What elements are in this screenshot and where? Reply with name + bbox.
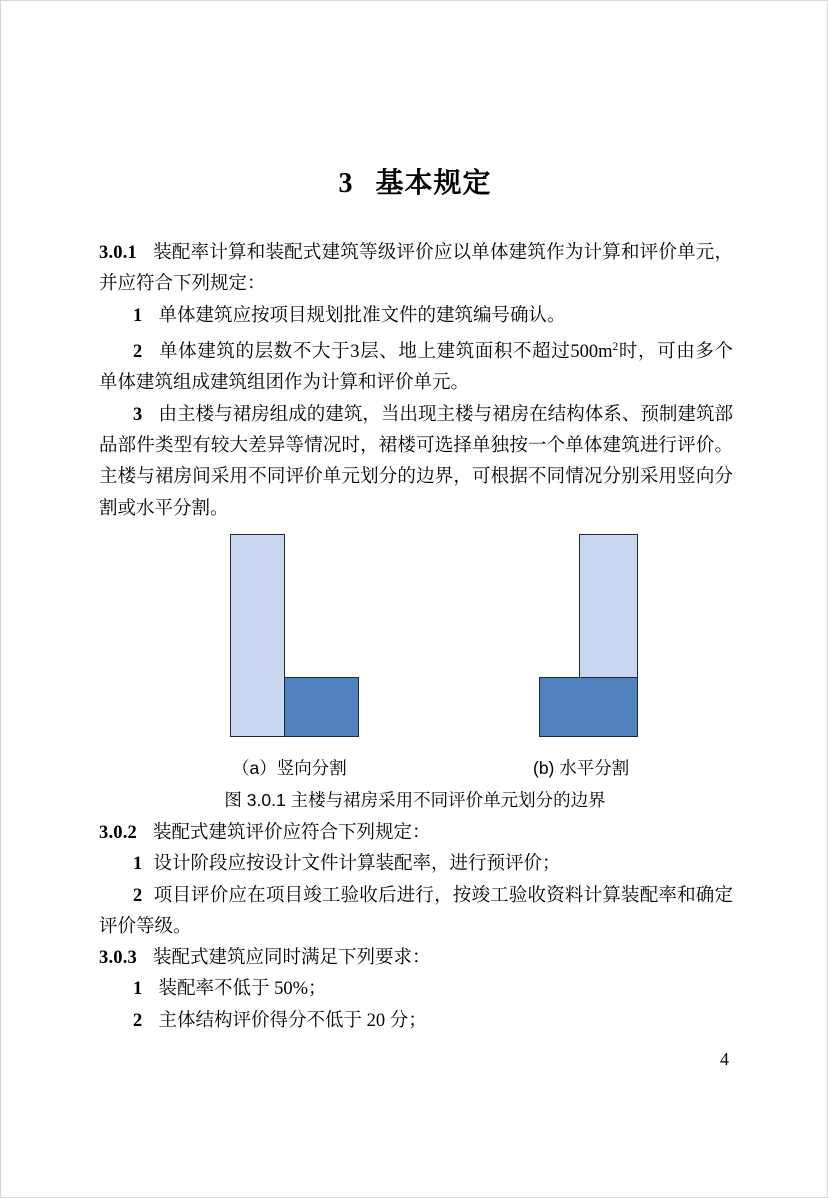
clause-text-3-0-1: 装配率计算和装配式建筑等级评价应以单体建筑作为计算和评价单元，并应符合下列规定： [99, 243, 733, 295]
clause-text-3-0-3: 装配式建筑应同时满足下列要求： [153, 948, 431, 969]
diagram-b-tower-block [579, 534, 638, 678]
paragraph-3-0-3 [99, 943, 733, 974]
page-number: 4 [720, 1049, 729, 1069]
diagram-b-podium-block [539, 677, 638, 737]
paragraph-3-0-1 [99, 238, 733, 301]
item-text-after-sup: 时，可由多个单体建筑组成建筑组团作为计算和评价单元。 [99, 342, 733, 394]
section-3-0-1 [99, 238, 733, 525]
item-marker: 1 [133, 979, 143, 1000]
clause-number-3-0-1: 3.0.1 [99, 243, 137, 263]
item-marker: 3 [133, 404, 143, 425]
item-text-before-sup: 单体建筑的层数不大于3层、地上建筑面积不超过500m [158, 342, 613, 363]
list-item-3-0-3-2 [99, 1006, 733, 1037]
list-item-3-0-2-2 [99, 881, 733, 944]
page-title-text: 基本规定 [375, 168, 492, 199]
figure-caption-a: （a）竖向分割 [232, 758, 347, 778]
item-marker: 2 [133, 1010, 143, 1031]
page-title [99, 161, 731, 201]
list-item-3-0-1-2 [99, 332, 733, 400]
section-3-0-2-and-3-0-3 [99, 818, 733, 1037]
clause-number-3-0-3: 3.0.3 [99, 948, 137, 969]
list-item-3-0-1-3 [99, 400, 733, 525]
clause-number-3-0-2: 3.0.2 [99, 823, 137, 843]
figure-main-caption: 图 3.0.1 主楼与裙房采用不同评价单元划分的边界 [224, 790, 606, 810]
diagram-a-tower-block [230, 534, 285, 737]
clause-text-3-0-2: 装配式建筑评价应符合下列规定： [153, 823, 431, 843]
list-item-3-0-1-1 [99, 301, 733, 332]
item-text: 主体结构评价得分不低于 20 分； [158, 1010, 427, 1031]
item-marker: 2 [133, 342, 143, 363]
item-marker: 2 [133, 885, 143, 906]
list-item-3-0-2-1 [99, 849, 733, 880]
item-text: 设计阶段应按设计文件计算装配率，进行预评价； [153, 854, 561, 875]
item-marker: 1 [133, 305, 143, 326]
item-text: 单体建筑应按项目规划批准文件的建筑编号确认。 [158, 305, 566, 326]
item-text: 项目评价应在项目竣工验收后进行，按竣工验收资料计算装配率和确定评价等级。 [99, 885, 733, 937]
figure-caption-b: (b) 水平分割 [533, 758, 630, 778]
paragraph-3-0-2 [99, 818, 733, 849]
superscript-square: 2 [612, 340, 619, 353]
item-marker: 1 [133, 854, 143, 875]
item-text: 装配率不低于 50%； [158, 979, 327, 1000]
diagram-a-podium-block [284, 677, 359, 737]
item-text: 由主楼与裙房组成的建筑，当出现主楼与裙房在结构体系、预制建筑部品部件类型有较大差异等情况时，裙楼可选择单独按一个单体建筑进行评价。主楼与裙房间采用不同评价单元划分的边界，可根据不同情况分别采用竖向分割或水平分割。 [99, 404, 733, 519]
list-item-3-0-3-1 [99, 974, 733, 1005]
page-title-number: 3 [338, 168, 354, 199]
